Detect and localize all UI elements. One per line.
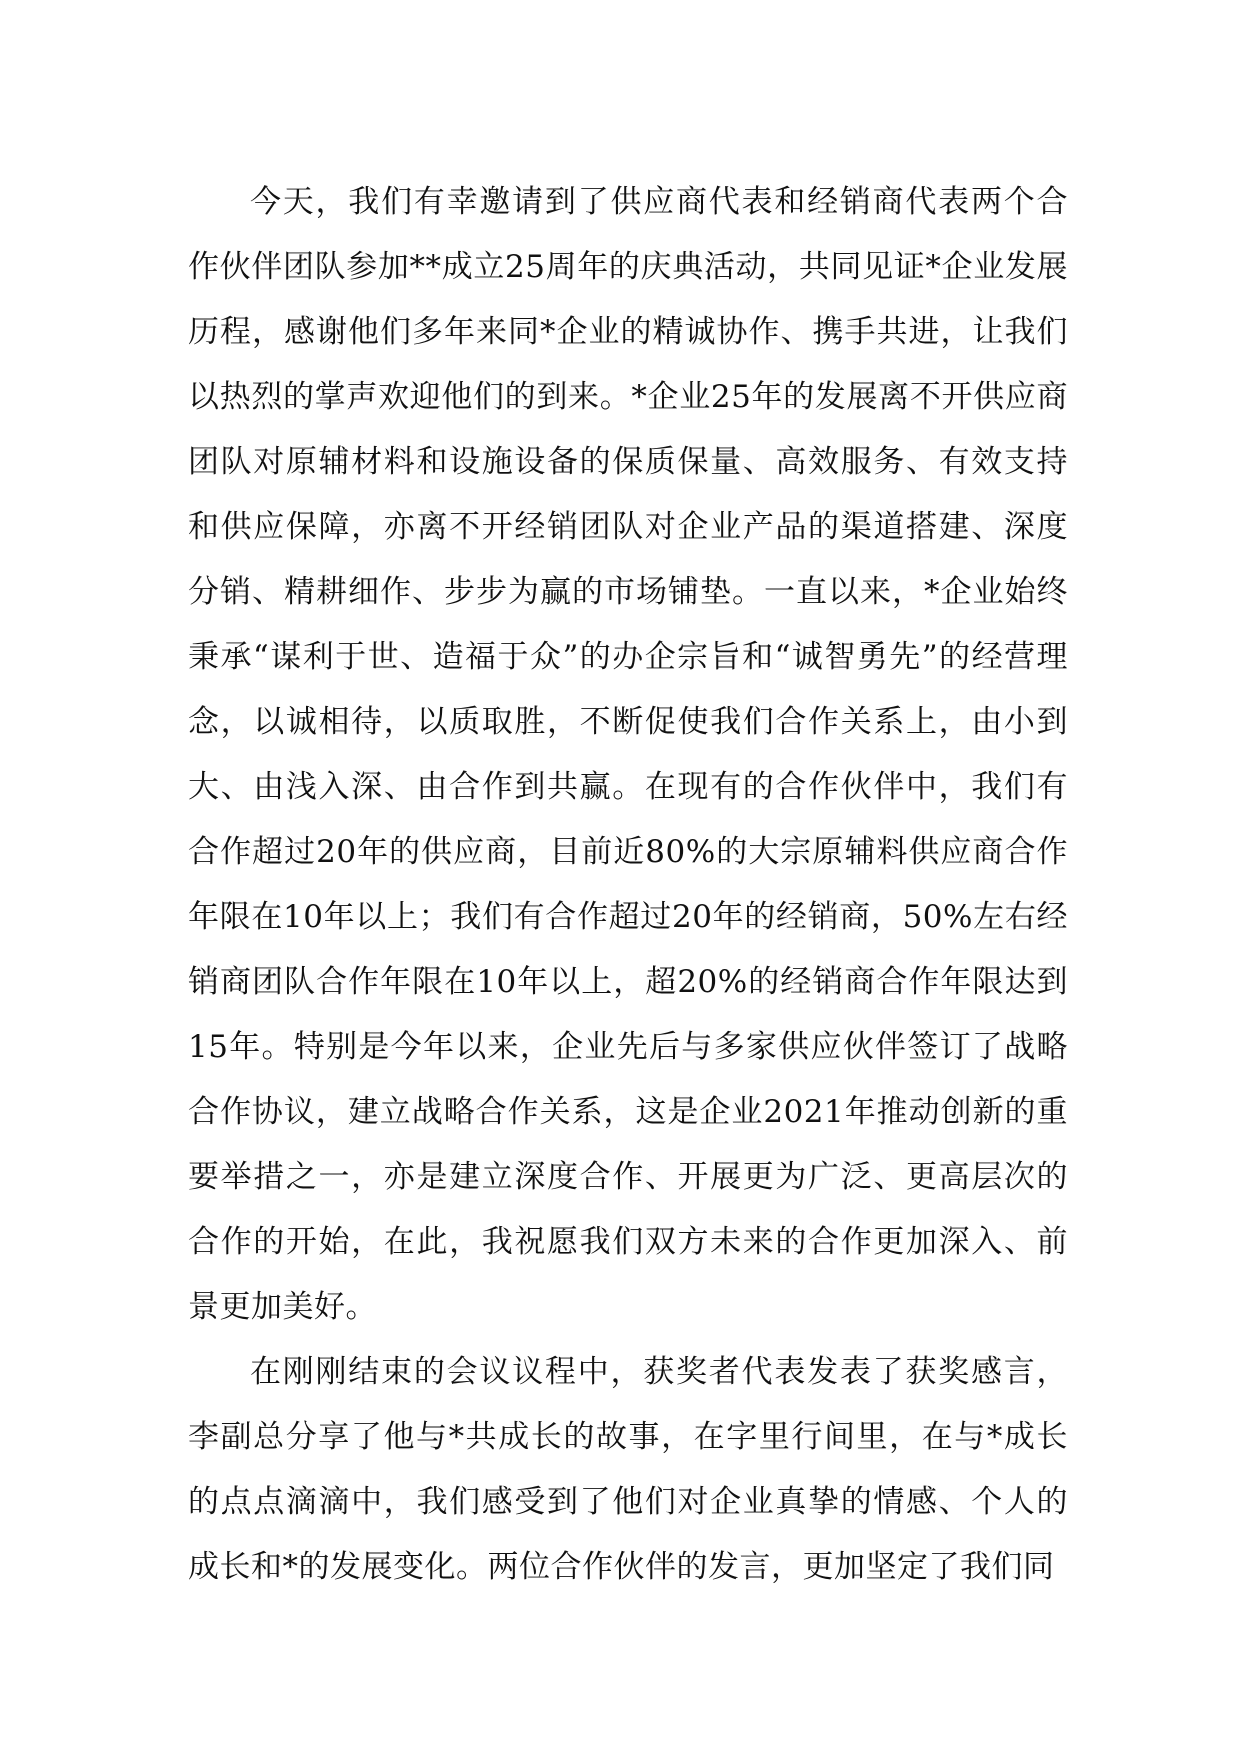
paragraph-2: 在刚刚结束的会议议程中，获奖者代表发表了获奖感言，李副总分享了他与*共成长的故事，在字里行间里，在与*成长的点点滴滴中，我们感受到了他们对企业真挚的情感、个人的成长和*的发展变化。两位合作伙伴的发言，更加坚定了我们同 [188, 1354, 1068, 1585]
document-body [188, 170, 1068, 1600]
paragraph-1: 今天，我们有幸邀请到了供应商代表和经销商代表两个合作伙伴团队参加**成立25周年的庆典活动，共同见证*企业发展历程，感谢他们多年来同*企业的精诚协作、携手共进，让我们以热烈的掌声欢迎他们的到来。*企业25年的发展离不开供应商团队对原辅材料和设施设备的保质保量、高效服务、有效支持和供应保障，亦离不开经销团队对企业产品的渠道搭建、深度分销、精耕细作、步步为赢的市场铺垫。一直以来，*企业始终秉承“谋利于世、造福于众”的办企宗旨和“诚智勇先”的经营理念，以诚相待，以质取胜，不断促使我们合作关系上，由小到大、由浅入深、由合作到共赢。在现有的合作伙伴中，我们有合作超过20年的供应商，目前近80%的大宗原辅料供应商合作年限在10年以上；我们有合作超过20年的经销商，50%左右经销商团队合作年限在10年以上，超20%的经销商合作年限达到15年。特别是今年以来，企业先后与多家供应伙伴签订了战略合作协议，建立战略合作关系，这是企业2021年推动创新的重要举措之一，亦是建立深度合作、开展更为广泛、更高层次的合作的开始，在此，我祝愿我们双方未来的合作更加深入、前景更加美好。 [188, 184, 1068, 1325]
